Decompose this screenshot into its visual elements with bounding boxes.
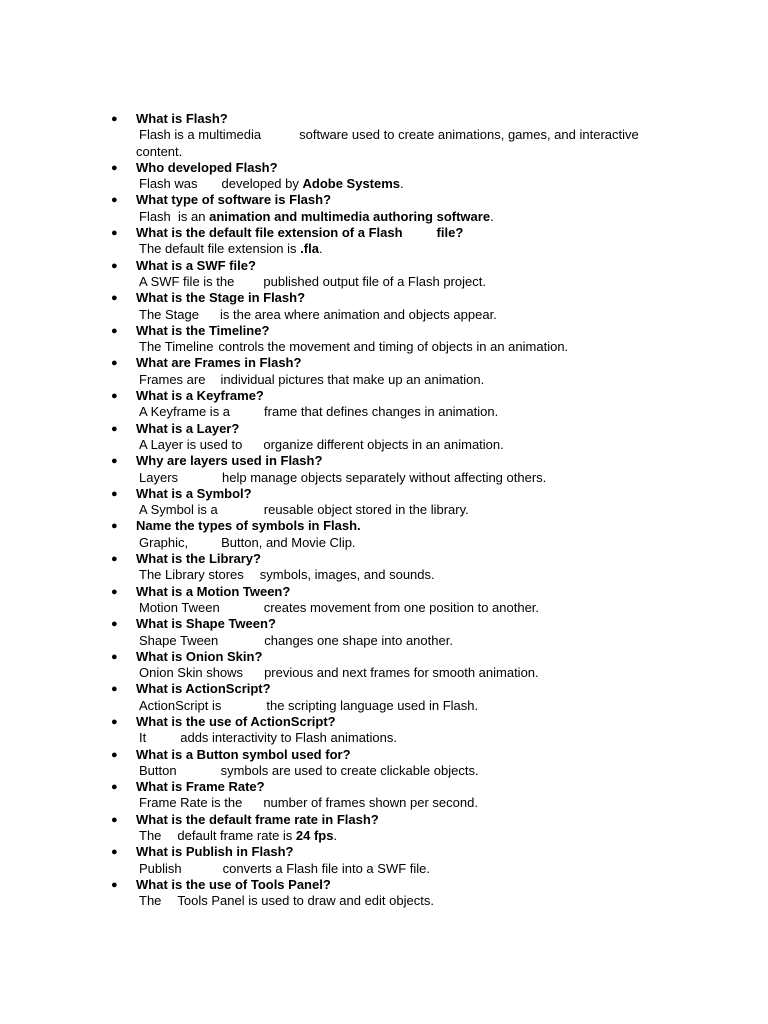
- question-part: What is the default file extension of a Flash: [136, 225, 403, 241]
- answer-continuation: content.: [136, 143, 183, 159]
- bullet-icon: ●: [111, 520, 118, 533]
- list-item: [0, 616, 696, 649]
- answer: [136, 600, 696, 616]
- list-item: [0, 355, 696, 388]
- answer-part: converts a Flash file into a SWF file.: [222, 860, 430, 876]
- answer-part: A SWF file is the: [139, 273, 235, 289]
- answer: [136, 470, 696, 486]
- answer-part: adds interactivity to Flash animations.: [180, 730, 398, 746]
- answer: [136, 127, 696, 143]
- question: What is the Stage in Flash?: [136, 290, 306, 306]
- answer-emphasis: animation and multimedia authoring software: [209, 208, 491, 224]
- answer-part: A Keyframe is a: [139, 404, 231, 420]
- answer-part: published output file of a Flash project.: [263, 273, 486, 289]
- answer-part: The Stage: [139, 306, 199, 322]
- bullet-icon: ●: [111, 113, 118, 125]
- bullet-icon: ●: [111, 846, 118, 859]
- answer-part: The: [139, 893, 162, 909]
- answer-part: Onion Skin shows: [139, 665, 244, 681]
- list-item: [0, 225, 696, 258]
- bullet-icon: ●: [111, 553, 118, 566]
- answer-part: A Symbol is a: [139, 502, 218, 518]
- bullet-icon: ●: [111, 781, 118, 794]
- answer-part: The default file extension is: [139, 241, 301, 257]
- question: What is Publish in Flash?: [136, 844, 294, 860]
- answer: [136, 437, 696, 453]
- answer-part: The Timeline: [139, 339, 214, 355]
- answer-emphasis: Adobe Systems: [302, 176, 401, 192]
- answer: [136, 502, 696, 518]
- answer: [136, 763, 696, 779]
- bullet-icon: ●: [111, 650, 118, 663]
- answer-part: .: [318, 241, 323, 257]
- bullet-icon: ●: [111, 813, 118, 826]
- question: What is Frame Rate?: [136, 779, 265, 795]
- answer-part: the scripting language used in Flash.: [266, 697, 479, 713]
- answer: [136, 372, 696, 388]
- list-item: [0, 584, 696, 617]
- answer: [136, 339, 696, 355]
- bullet-icon: ●: [111, 878, 118, 891]
- answer-part: help manage objects separately without affecting others.: [222, 469, 547, 485]
- question: What is the Library?: [136, 551, 261, 567]
- qa-list: [0, 111, 768, 910]
- answer-part: is the area where animation and objects appear.: [220, 306, 497, 322]
- bullet-icon: ●: [111, 227, 118, 240]
- answer: [136, 307, 696, 323]
- list-item: [0, 877, 696, 910]
- answer-part: Publish: [139, 860, 182, 876]
- answer-part: Tools Panel is used to draw and edit objects.: [177, 893, 434, 909]
- answer-part: ActionScript is: [139, 697, 222, 713]
- answer-part: Button, and Movie Clip.: [221, 534, 356, 550]
- question: What is the use of Tools Panel?: [136, 876, 331, 892]
- list-item: [0, 258, 696, 291]
- list-item: [0, 714, 696, 747]
- bullet-icon: ●: [111, 683, 118, 696]
- answer-part: Frames are: [139, 371, 206, 387]
- question: What is the default frame rate in Flash?: [136, 811, 379, 827]
- list-item: [0, 649, 696, 682]
- answer-part: Flash was: [139, 176, 198, 192]
- question: What is ActionScript?: [136, 681, 271, 697]
- answer: [136, 698, 696, 714]
- bullet-icon: ●: [111, 324, 118, 337]
- answer-part: .: [490, 208, 494, 224]
- bullet-icon: ●: [111, 585, 118, 598]
- answer-part: individual pictures that make up an animation.: [220, 371, 485, 387]
- list-item: [0, 453, 696, 486]
- bullet-icon: ●: [111, 422, 118, 435]
- answer-part: Flash is an: [139, 208, 210, 224]
- answer-part: frame that defines changes in animation.: [264, 404, 499, 420]
- answer: [136, 633, 696, 649]
- list-item: [0, 111, 696, 160]
- list-item: [0, 681, 696, 714]
- answer-part: changes one shape into another.: [264, 632, 453, 648]
- answer-part: .: [400, 176, 404, 192]
- bullet-icon: ●: [111, 357, 118, 370]
- answer-emphasis: .fla: [300, 241, 319, 257]
- answer: [136, 665, 696, 681]
- question: What is a Layer?: [136, 420, 240, 436]
- answer-part: Button: [139, 762, 177, 778]
- question-part: file?: [436, 225, 464, 241]
- list-item: [0, 747, 696, 780]
- list-item: [0, 421, 696, 454]
- answer-part: The: [139, 828, 162, 844]
- bullet-icon: ●: [111, 390, 118, 403]
- answer: [136, 567, 696, 583]
- answer: [136, 795, 696, 811]
- question: What is a Motion Tween?: [136, 583, 291, 599]
- list-item: [0, 812, 696, 845]
- question: What type of software is Flash?: [136, 192, 332, 208]
- question: Who developed Flash?: [136, 159, 278, 175]
- question: What is a Keyframe?: [136, 388, 264, 404]
- answer-part: A Layer is used to: [139, 436, 243, 452]
- bullet-icon: ●: [111, 292, 118, 305]
- list-item: [0, 844, 696, 877]
- answer-part: developed by: [221, 176, 303, 192]
- bullet-icon: ●: [111, 715, 118, 728]
- answer-part: reusable object stored in the library.: [263, 502, 469, 518]
- answer: [136, 893, 696, 909]
- answer: [136, 274, 696, 290]
- list-item: [0, 192, 696, 225]
- list-item: [0, 518, 696, 551]
- answer-part: Flash is a multimedia: [139, 127, 262, 143]
- question: What is Flash?: [136, 111, 228, 126]
- answer-part: previous and next frames for smooth animation.: [264, 665, 539, 681]
- bullet-icon: ●: [111, 161, 118, 174]
- answer: [136, 404, 696, 420]
- list-item: [0, 323, 696, 356]
- answer-part: Motion Tween: [139, 599, 220, 615]
- answer: [136, 535, 696, 551]
- answer-part: The Library stores: [139, 567, 244, 583]
- answer-part: software used to create animations, games, and interactive: [299, 127, 639, 143]
- answer-part: creates movement from one position to another.: [263, 599, 540, 615]
- list-item: [0, 160, 696, 193]
- list-item: [0, 388, 696, 421]
- bullet-icon: ●: [111, 259, 118, 272]
- list-item: [0, 779, 696, 812]
- bullet-icon: ●: [111, 487, 118, 500]
- bullet-icon: ●: [111, 748, 118, 761]
- answer: [136, 861, 696, 877]
- bullet-icon: ●: [111, 455, 118, 468]
- question: What is a SWF file?: [136, 257, 256, 273]
- list-item: [0, 290, 696, 323]
- answer: [136, 176, 696, 192]
- answer: [136, 730, 696, 746]
- answer-part: .: [333, 828, 338, 844]
- bullet-icon: ●: [111, 194, 118, 207]
- question: What is the Timeline?: [136, 322, 270, 338]
- answer-part: organize different objects in an animation.: [263, 436, 504, 452]
- answer-part: default frame rate is: [177, 828, 296, 844]
- answer: [136, 241, 696, 257]
- question: [136, 225, 696, 241]
- answer-part: It: [139, 730, 147, 746]
- question: What is Onion Skin?: [136, 648, 263, 664]
- answer-part: Graphic,: [139, 534, 189, 550]
- question: Why are layers used in Flash?: [136, 453, 323, 469]
- list-item: [0, 551, 696, 584]
- answer: [136, 209, 696, 225]
- answer-part: Shape Tween: [139, 632, 219, 648]
- answer-part: symbols, images, and sounds.: [259, 567, 435, 583]
- answer-part: number of frames shown per second.: [263, 795, 478, 811]
- question: Name the types of symbols in Flash.: [136, 518, 361, 534]
- answer-part: controls the movement and timing of objects in an animation.: [218, 339, 569, 355]
- list-item: [0, 486, 696, 519]
- question: What are Frames in Flash?: [136, 355, 302, 371]
- question: What is a Symbol?: [136, 485, 252, 501]
- answer-part: Frame Rate is the: [139, 795, 243, 811]
- bullet-icon: ●: [111, 618, 118, 631]
- question: What is the use of ActionScript?: [136, 713, 336, 729]
- question: What is Shape Tween?: [136, 616, 276, 632]
- question: What is a Button symbol used for?: [136, 746, 351, 762]
- answer-part: symbols are used to create clickable objects.: [220, 762, 479, 778]
- answer-part: Layers: [139, 469, 179, 485]
- answer: [136, 828, 696, 844]
- answer-emphasis: 24 fps: [295, 828, 334, 844]
